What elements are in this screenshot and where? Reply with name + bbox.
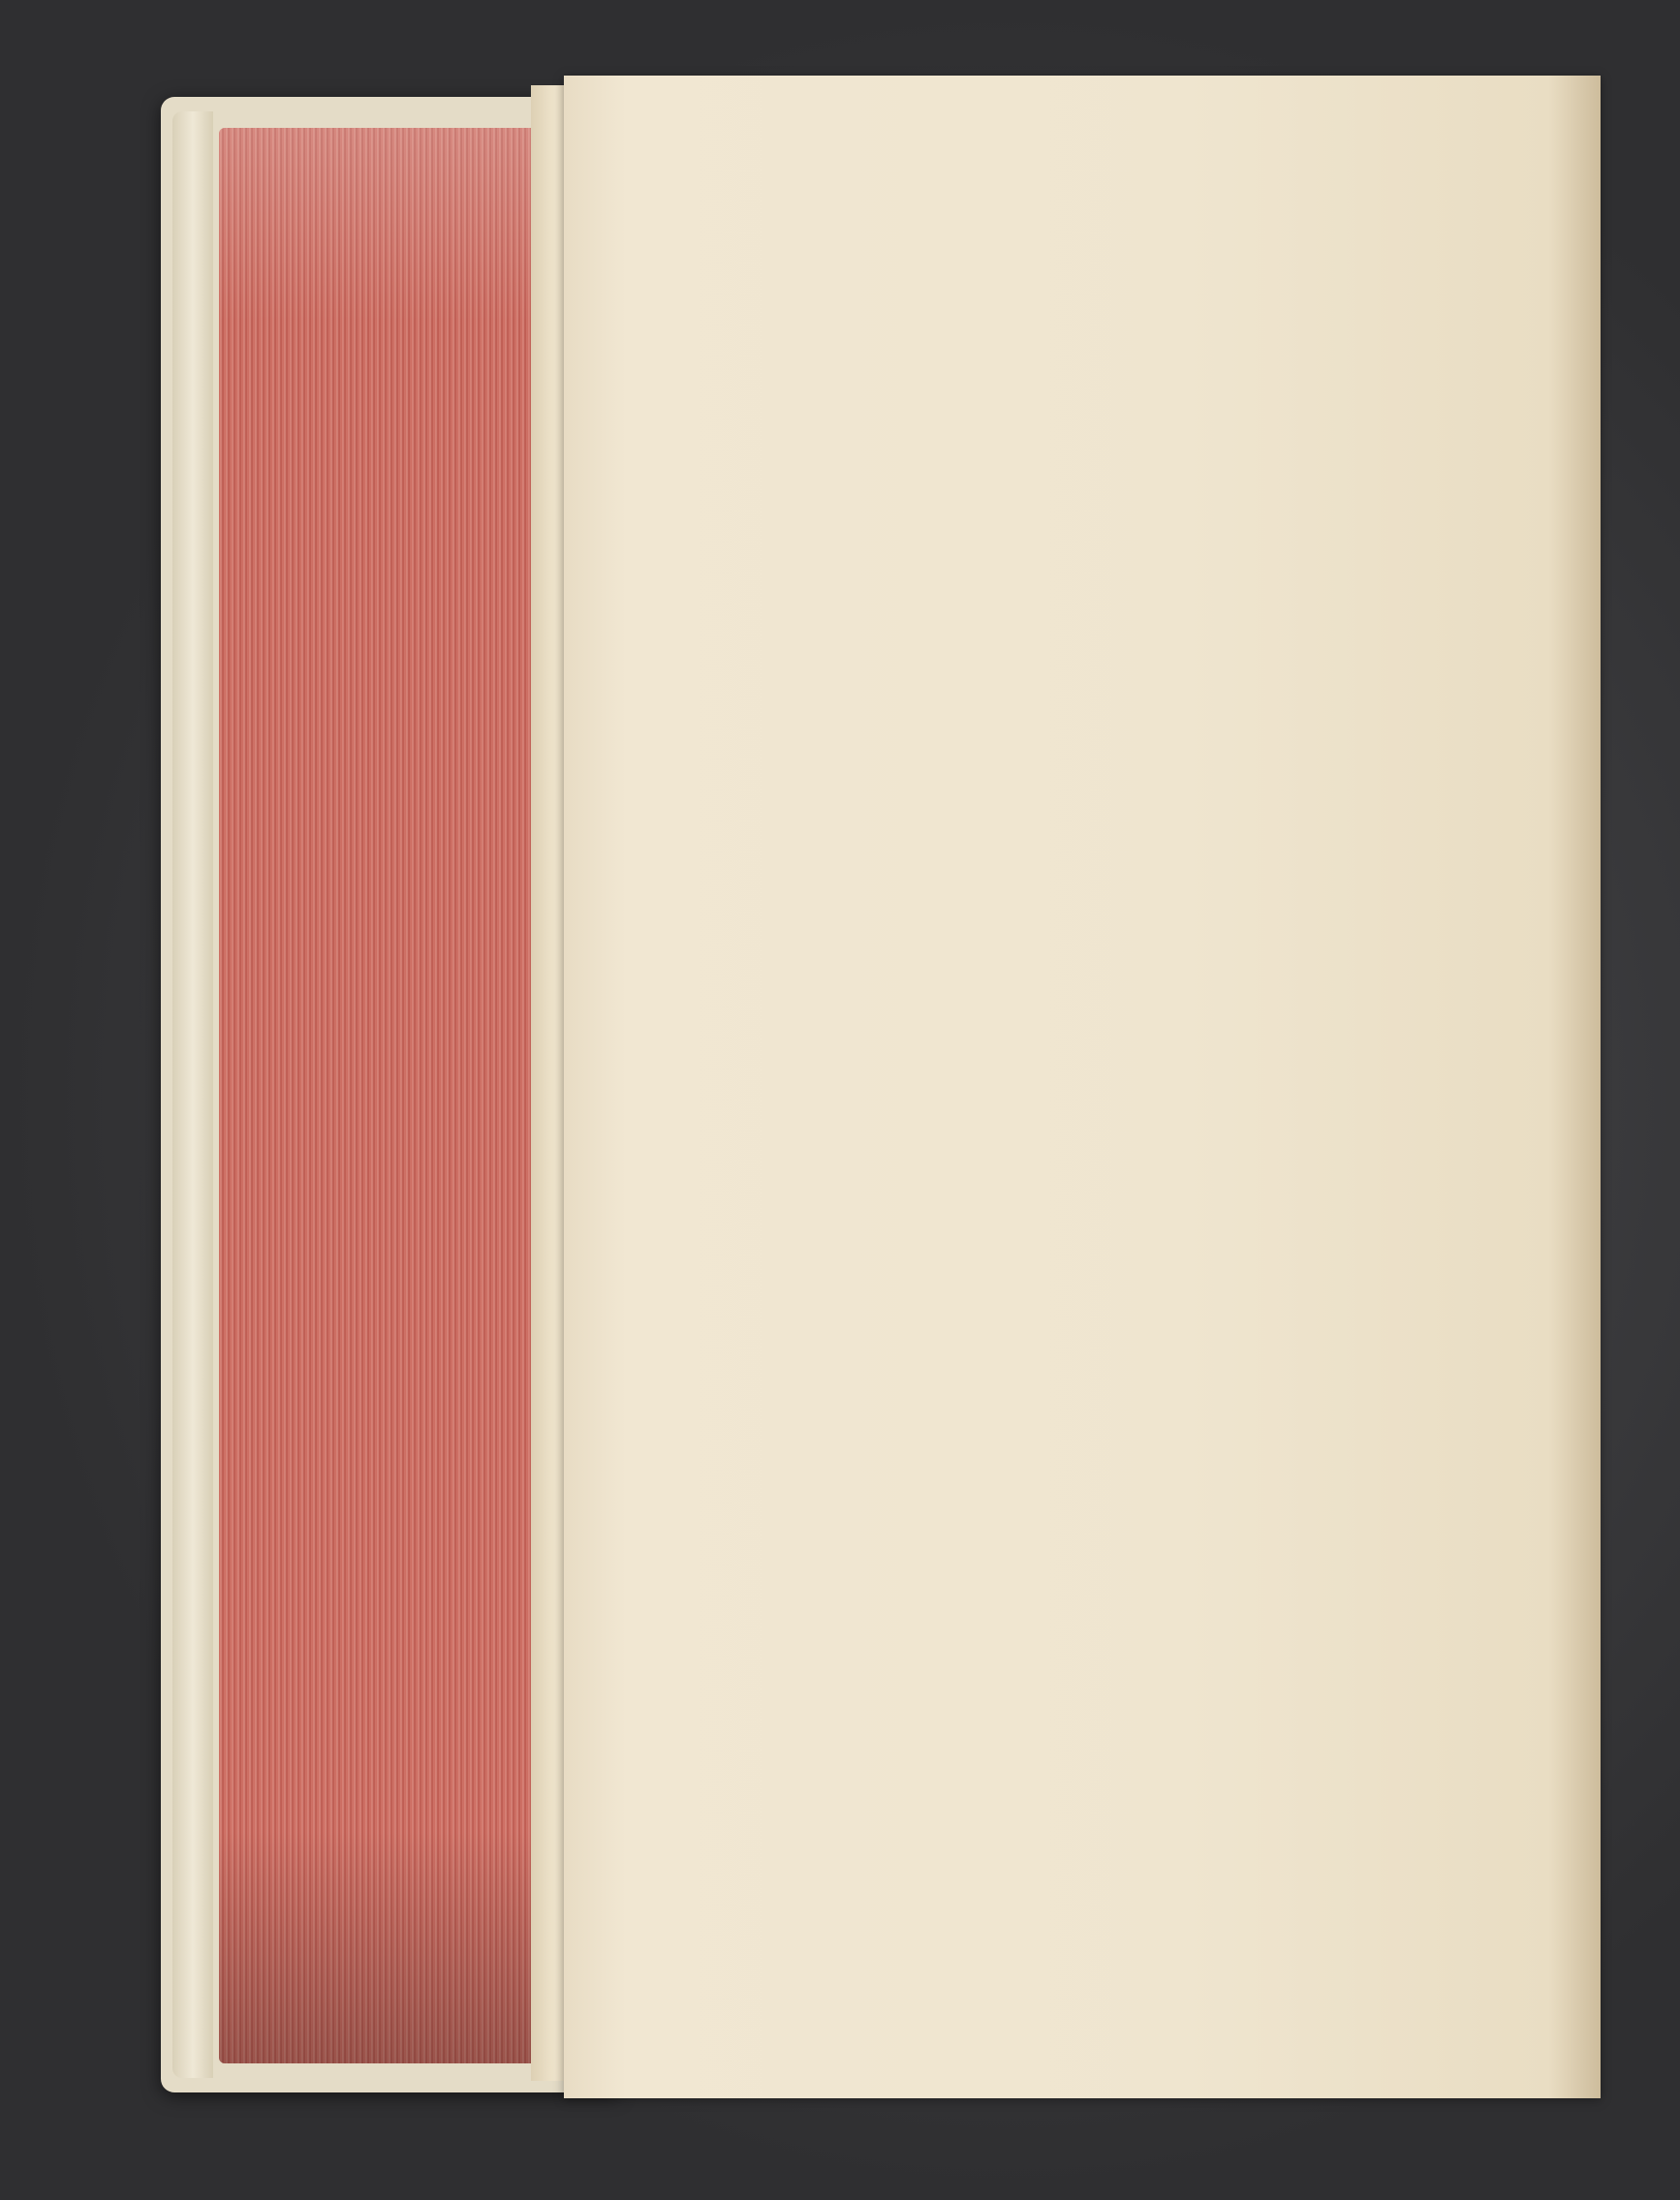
running-header <box>746 180 1579 234</box>
cover-edge <box>172 111 213 2078</box>
left-page <box>564 76 1601 2098</box>
fore-edge-shading <box>219 128 568 2063</box>
